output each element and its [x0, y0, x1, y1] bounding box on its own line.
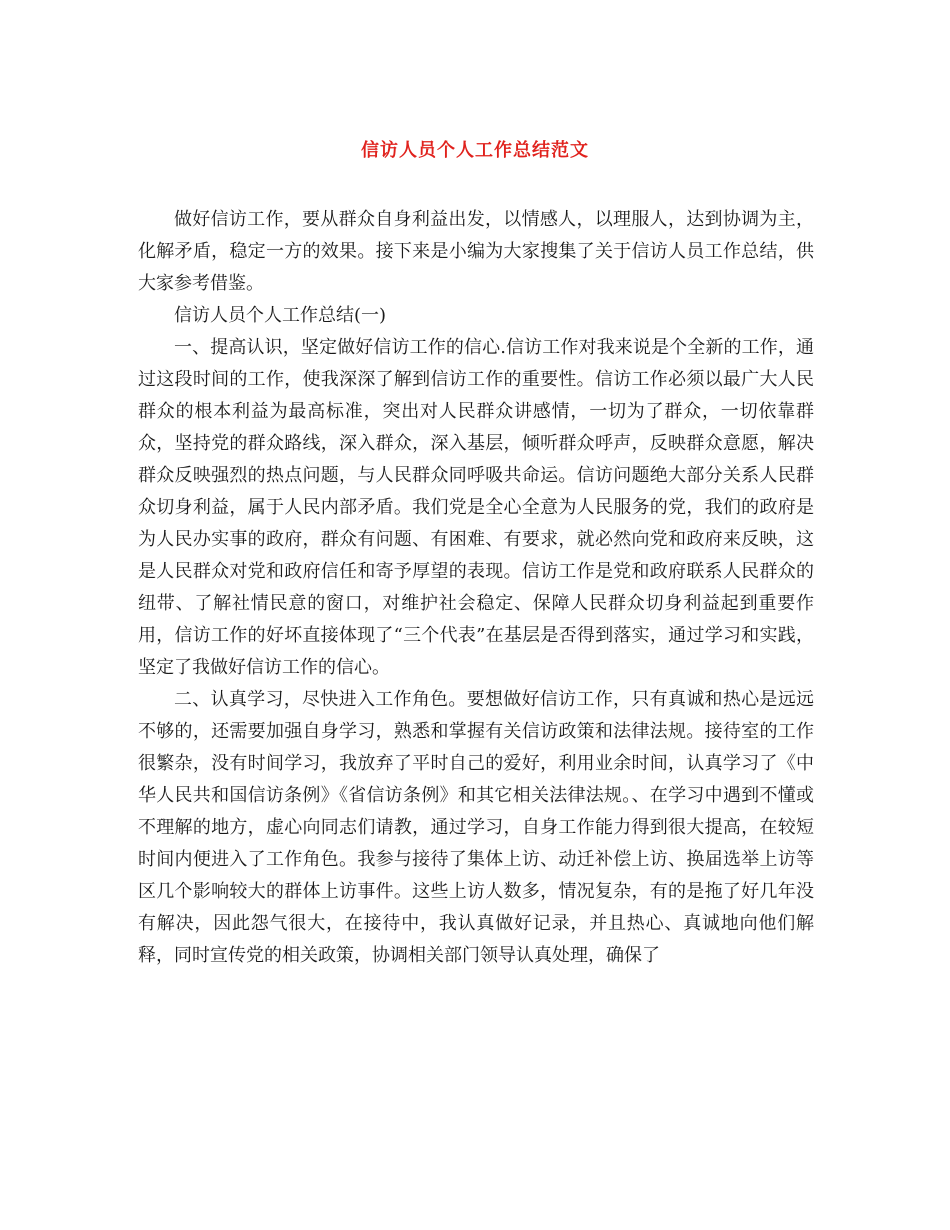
document-title: 信访人员个人工作总结范文 [361, 140, 589, 161]
body-paragraph-2: 二、认真学习，尽快进入工作角色。要想做好信访工作，只有真诚和热心是远远不够的，还需要加强自身学习，熟悉和掌握有关信访政策和法律法规。接待室的工作很繁杂，没有时间学习，我放弃了平时自己的爱好，利用业余时间，认真学习了《中华人民共和国信访条例》《省信访条例》和其它相关法律法规。、在学习中遇到不懂或不理解的地方，虚心向同志们请教，通过学习，自身工作能力得到很大提高，在较短时间内便进入了工作角色。我参与接待了集体上访、动迁补偿上访、换届选举上访等区几个影响较大的群体上访事件。这些上访人数多，情况复杂，有的是拖了好几年没有解决，因此怨气很大，在接待中，我认真做好记录，并且热心、真诚地向他们解释，同时宣传党的相关政策，协调相关部门领导认真处理，确保了 [138, 689, 814, 966]
document-body [138, 204, 814, 972]
section-heading: 信访人员个人工作总结(一) [174, 305, 387, 326]
body-paragraph-1: 一、提高认识，坚定做好信访工作的信心.信访工作对我来说是个全新的工作，通过这段时间的工作，使我深深了解到信访工作的重要性。信访工作必须以最广大人民群众的根本利益为最高标准，突出对人民群众讲感情，一切为了群众，一切依靠群众，坚持党的群众路线，深入群众，深入基层，倾听群众呼声，反映群众意愿，解决群众反映强烈的热点问题，与人民群众同呼吸共命运。信访问题绝大部分关系人民群众切身利益，属于人民内部矛盾。我们党是全心全意为人民服务的党，我们的政府是为人民办实事的政府，群众有问题、有困难、有要求，就必然向党和政府来反映，这是人民群众对党和政府信任和寄予厚望的表现。信访工作是党和政府联系人民群众的纽带、了解社情民意的窗口，对维护社会稳定、保障人民群众切身利益起到重要作用，信访工作的好坏直接体现了“三个代表”在基层是否得到落实，通过学习和实践，坚定了我做好信访工作的信心。 [138, 337, 814, 678]
intro-paragraph: 做好信访工作，要从群众自身利益出发，以情感人，以理服人，达到协调为主，化解矛盾，稳定一方的效果。接下来是小编为大家搜集了关于信访人员工作总结，供大家参考借鉴。 [138, 209, 814, 294]
